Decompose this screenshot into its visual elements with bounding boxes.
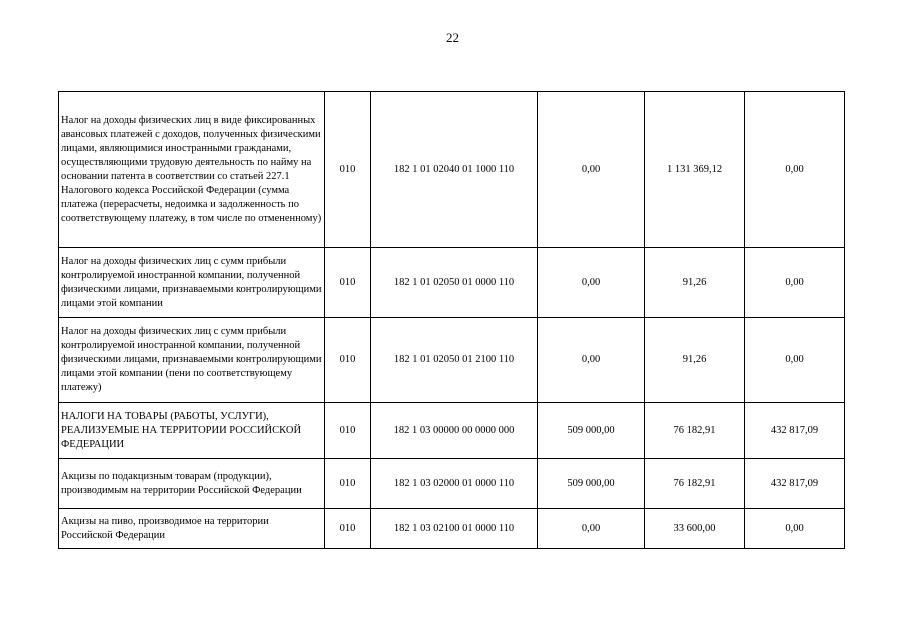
- approved-amount-cell: 509 000,00: [538, 459, 645, 509]
- revenue-name-cell: Налог на доходы физических лиц с сумм прибыли контролируемой иностранной компании, полученной физическими лицами, признаваемыми контролирующими лицами этой компании: [59, 248, 325, 318]
- table-row: [59, 318, 845, 403]
- executed-amount-cell: 76 182,91: [645, 459, 745, 509]
- unexecuted-amount-cell: 0,00: [745, 248, 845, 318]
- executed-amount-cell: 1 131 369,12: [645, 92, 745, 248]
- approved-amount-cell: 0,00: [538, 318, 645, 403]
- table-row: [59, 403, 845, 459]
- executed-amount-cell: 91,26: [645, 318, 745, 403]
- admin-code-cell: 010: [325, 403, 371, 459]
- executed-amount-cell: 33 600,00: [645, 509, 745, 549]
- admin-code-cell: 010: [325, 459, 371, 509]
- revenue-name-cell: НАЛОГИ НА ТОВАРЫ (РАБОТЫ, УСЛУГИ), РЕАЛИЗУЕМЫЕ НА ТЕРРИТОРИИ РОССИЙСКОЙ ФЕДЕРАЦИИ: [59, 403, 325, 459]
- revenue-name-cell: Налог на доходы физических лиц с сумм прибыли контролируемой иностранной компании, полученной физическими лицами, признаваемыми контролирующими лицами этой компании (пени по соответствующему платежу): [59, 318, 325, 403]
- unexecuted-amount-cell: 432 817,09: [745, 459, 845, 509]
- approved-amount-cell: 0,00: [538, 509, 645, 549]
- table-row: [59, 248, 845, 318]
- admin-code-cell: 010: [325, 509, 371, 549]
- executed-amount-cell: 91,26: [645, 248, 745, 318]
- budget-classification-code-cell: 182 1 03 02100 01 0000 110: [371, 509, 538, 549]
- admin-code-cell: 010: [325, 248, 371, 318]
- approved-amount-cell: 0,00: [538, 248, 645, 318]
- budget-classification-code-cell: 182 1 03 00000 00 0000 000: [371, 403, 538, 459]
- revenue-name-cell: Акцизы по подакцизным товарам (продукции), производимым на территории Российской Федерации: [59, 459, 325, 509]
- executed-amount-cell: 76 182,91: [645, 403, 745, 459]
- table-row: [59, 92, 845, 248]
- budget-classification-code-cell: 182 1 01 02040 01 1000 110: [371, 92, 538, 248]
- unexecuted-amount-cell: 0,00: [745, 509, 845, 549]
- approved-amount-cell: 0,00: [538, 92, 645, 248]
- budget-classification-code-cell: 182 1 01 02050 01 0000 110: [371, 248, 538, 318]
- budget-classification-code-cell: 182 1 03 02000 01 0000 110: [371, 459, 538, 509]
- unexecuted-amount-cell: 0,00: [745, 92, 845, 248]
- table-row: [59, 509, 845, 549]
- admin-code-cell: 010: [325, 92, 371, 248]
- budget-revenue-table: [58, 91, 845, 549]
- table-row: [59, 459, 845, 509]
- admin-code-cell: 010: [325, 318, 371, 403]
- revenue-name-cell: Налог на доходы физических лиц в виде фиксированных авансовых платежей с доходов, полученных физическими лицами, являющимися иностранными гражданами, осуществляющими трудовую деятельность по найму на основании патента в соответствии со статьей 227.1 Налогового кодекса Российской Федерации (сумма платежа (перерасчеты, недоимка и задолженность по соответствующему платежу, в том числе по отмененному): [59, 92, 325, 248]
- revenue-name-cell: Акцизы на пиво, производимое на территории Российской Федерации: [59, 509, 325, 549]
- unexecuted-amount-cell: 0,00: [745, 318, 845, 403]
- approved-amount-cell: 509 000,00: [538, 403, 645, 459]
- page-number: 22: [446, 30, 459, 45]
- unexecuted-amount-cell: 432 817,09: [745, 403, 845, 459]
- budget-classification-code-cell: 182 1 01 02050 01 2100 110: [371, 318, 538, 403]
